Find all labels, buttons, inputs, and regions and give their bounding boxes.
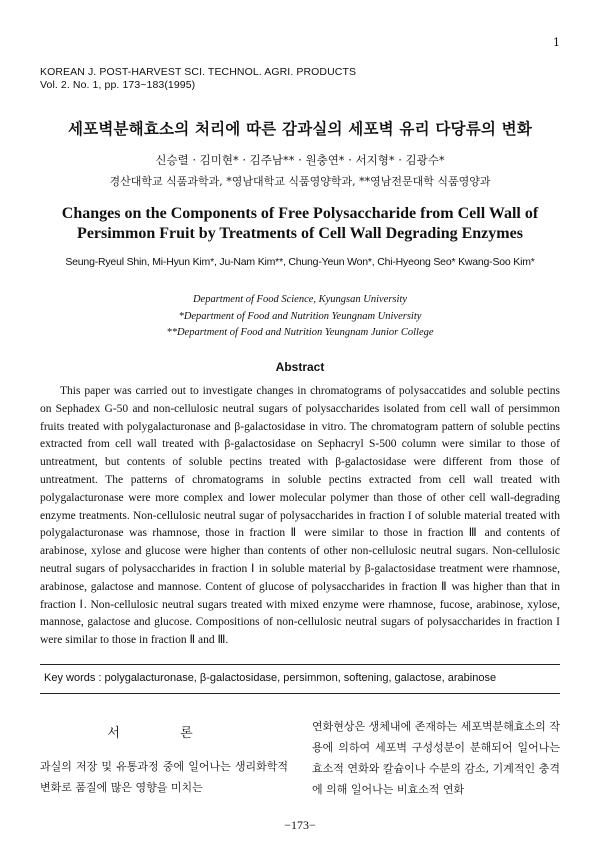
intro-right-column: 연화현상은 생체내에 존재하는 세포벽분해효소의 작용에 의하여 세포벽 구성성분이 분해되어 일어나는 효소적 연화와 칼슘이나 수분의 감소, 기계적인 충격에 의해 일어나는 비효소적 연화 <box>312 720 560 796</box>
affiliation-3: **Department of Food and Nutrition Yeungnam Junior College <box>166 327 434 338</box>
korean-title: 세포벽분해효소의 처리에 따른 감과실의 세포벽 유리 다당류의 변화 <box>67 120 533 138</box>
journal-name: KOREAN J. POST-HARVEST SCI. TECHNOL. AGRI. PRODUCTS <box>40 66 357 78</box>
abstract-text: This paper was carried out to investigate changes in chromatograms of polysaccatides and soluble pectins on Sephadex G-50 and non-cellulosic neutral sugars of polysaccharides isolated from cell wall of persimmon fruits treated with polygalacturonase and β-galactosidase in vitro. The chromatogram pattern of soluble pectins extracted from cell wall treated with β-galactosidase on Sephacryl S-500 column were similar to those of untreatment, but contents of soluble pectins treated with β-galactosidase were different from those of untreatment. The patterns of chromatograms in soluble pectins extracted from cell wall treated with polygalacturonase were more complex and lower molecular polymer than those of other cell wall-degrading enzyme treatments. Non-cellulosic neutral sugar of polysaccharides in fraction I of soluble material treated with polygalacturonase was rhamnose, those in fraction Ⅱ were similar to those in fraction Ⅲ and contents of arabinose, xylose and glucose were higher than contents of other non-cellulosic neutral sugars. Non-cellulosic neutral sugars of polysaccharides in fraction Ⅰ in soluble material by β-galactosidase treatment were rhamnose, arabinose, galactose and mannose. Content of glucose of polysaccharides in fraction Ⅱ was higher than that in fraction Ⅰ. Non-cellulosic neutral sugars treated with mixed enzyme were rhamnose, fucose, arabinose, xylose, mannose, galactose and glucose. Compositions of non-cellulosic neutral sugars of polysaccharides in fraction I were similar to those in fraction Ⅱ and Ⅲ. <box>40 385 560 647</box>
english-title-line1: Changes on the Components of Free Polysaccharide from Cell Wall of <box>61 205 539 222</box>
english-title <box>0 204 600 244</box>
affiliation-1: Department of Food Science, Kyungsan University <box>192 294 408 305</box>
english-title-line2: Persimmon Fruit by Treatments of Cell Wall Degrading Enzymes <box>77 225 523 242</box>
abstract-heading: Abstract <box>275 360 325 374</box>
intro-left-column: 과실의 저장 및 유통과정 중에 일어나는 생리화학적 변화로 품질에 많은 영향을 미치는 <box>40 760 288 794</box>
korean-authors: 신승렬 · 김미현* · 김주남** · 원충연* · 서지형* · 김광수* <box>155 153 445 167</box>
english-authors: Seung-Ryeul Shin, Mi-Hyun Kim*, Ju-Nam Kim**, Chung-Yeun Won*, Chi-Hyeong Seo* Kwang-Soo Kim* <box>65 256 535 268</box>
page-number-bottom: −173− <box>284 818 316 832</box>
keywords-rule-top <box>40 664 560 665</box>
introduction-heading: 서 론 <box>107 726 221 741</box>
keywords: Key words : polygalacturonase, β-galactosidase, persimmon, softening, galactose, arabinose <box>44 672 497 684</box>
journal-volume: Vol. 2. No. 1, pp. 173~183(1995) <box>40 79 196 91</box>
keywords-rule-bottom <box>40 693 560 694</box>
page-number-top: 1 <box>553 36 560 49</box>
english-affiliations <box>0 292 600 342</box>
journal-header <box>40 66 356 92</box>
korean-affiliations: 경산대학교 식품과학과, *영남대학교 식품영양학과, **영남전문대학 식품영양과 <box>109 175 491 188</box>
affiliation-2: *Department of Food and Nutrition Yeungnam University <box>178 310 422 322</box>
